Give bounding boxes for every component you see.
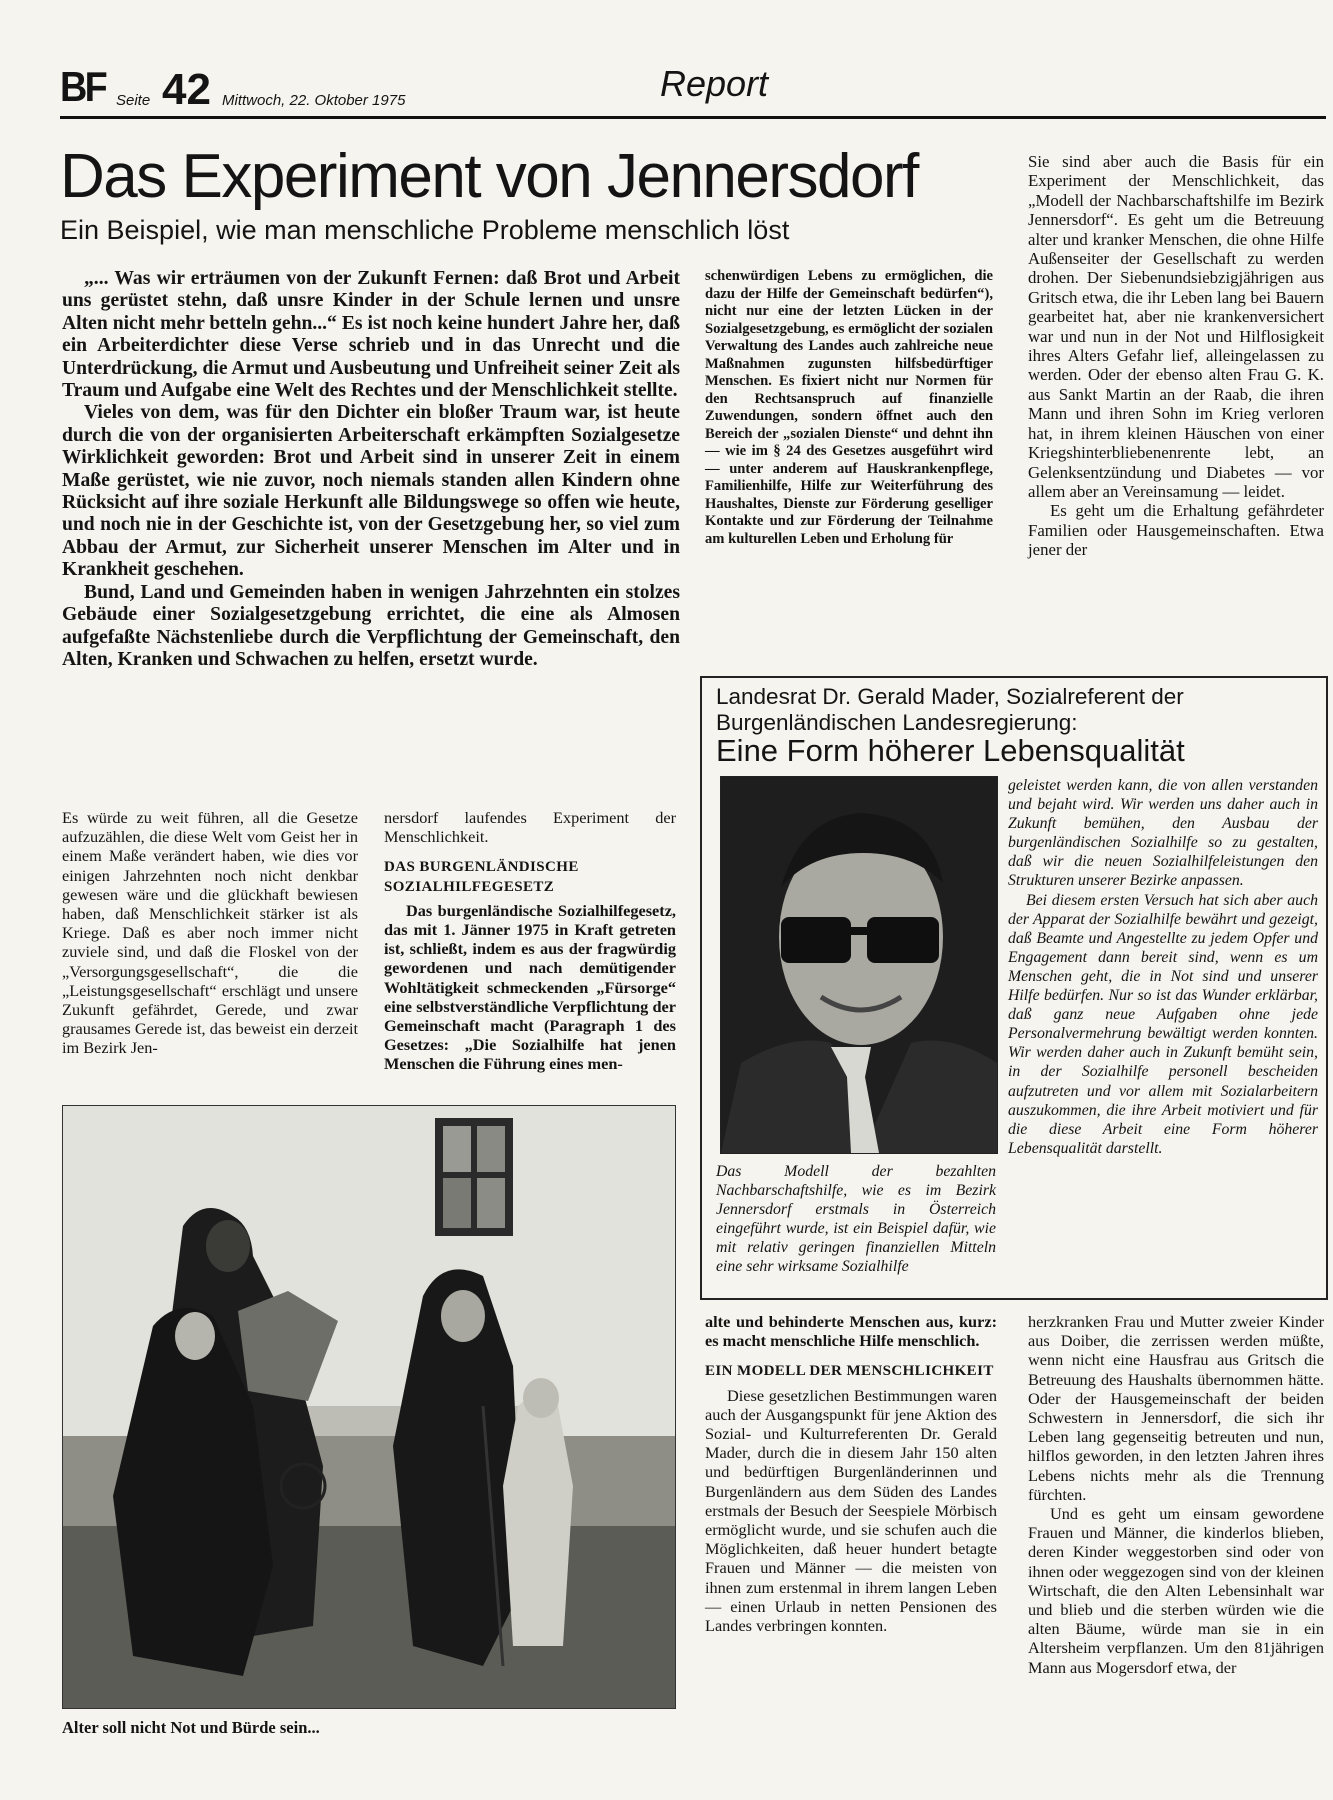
column-b	[384, 808, 676, 1074]
portrait-caption: Das Modell der bezahlten Nachbarschaftshilfe, wie es im Bezirk Jennersdorf erstmals in Österreich eingeführt wurde, ist ein Beispiel dafür, wie mit relativ geringen finanziellen Mitteln eine sehr wirksame Sozialhilfe	[716, 1163, 996, 1275]
column-b-heading: DAS BURGENLÄNDISCHE SOZIALHILFEGESETZ	[384, 859, 579, 895]
photo-illustration	[63, 1106, 675, 1708]
article-lead	[62, 268, 680, 671]
section-title: Report	[660, 63, 769, 104]
column-b-intro: nersdorf laufendes Experiment der Menschlichkeit.	[384, 808, 676, 847]
page-label: Seite	[116, 92, 151, 109]
photo-caption: Alter soll nicht Not und Bürde sein...	[62, 1718, 320, 1737]
interview-text	[1008, 776, 1318, 1158]
page-number: 42	[162, 65, 211, 114]
article-headline: Das Experiment von Jennersdorf	[60, 142, 918, 211]
portrait-photo	[720, 776, 998, 1154]
column-c	[705, 1312, 997, 1635]
column-e	[1028, 1312, 1324, 1677]
column-c-heading: EIN MODELL DER MENSCHLICHKEIT	[705, 1363, 994, 1380]
masthead-logo: BF	[60, 63, 105, 110]
interview-paragraph: geleistet werden kann, die von allen verstanden und bejaht wird. Wir werden uns daher auch in Zukunft bemühen, den Ausbau der burgenländischen Sozialhilfe so zu gestalten, daß wir die neuen Sozialhilfeleistungen den Strukturen unserer Bezirke anpassen.	[1008, 777, 1318, 890]
issue-date: Mittwoch, 22. Oktober 1975	[222, 92, 406, 109]
elderly-women-photo	[62, 1105, 676, 1709]
lead-paragraph: Bund, Land und Gemeinden haben in wenigen Jahrzehnten ein stolzes Gebäude einer Sozialgesetzgebung errichtet, die eine als Almosen aufgefaßte Nächstenliebe durch die Verpflichtung der Gemeinschaft, den Alten, Kranken und Schwachen zu helfen, ersetzt wurde.	[62, 581, 680, 670]
interview-intro: Landesrat Dr. Gerald Mader, Sozialreferent der Burgenländischen Landesregierung:	[716, 684, 1184, 735]
column-e-paragraph: Und es geht um einsam gewordene Frauen und Männer, die kinderlos blieben, deren Kinder weggestorben sind oder von ihnen oder weggezogen sind von der kleinen Wirtschaft, die den Alten Lebensinhalt war und blieb und die sterben würden wie die alten Bäume, würde man sie in ein Altersheim verpflanzen. Um den 81jährigen Mann aus Mogersdorf etwa, der	[1028, 1504, 1324, 1677]
right-column-top	[1028, 152, 1324, 560]
middle-column	[705, 268, 993, 548]
column-a	[62, 808, 358, 1058]
interview-paragraph: Bei diesem ersten Versuch hat sich aber auch der Apparat der Sozialhilfe bewährt und gezeigt, daß Beamte und Angestellte zu jedem Opfer und Engagement dann bereit sind, wenn es um Menschen geht, die in Not sind und unserer Hilfe bedürfen. Nur so ist das Wunder erklärbar, daß ganz neue Aufgaben ohne jede Personalvermehrung bewältigt werden konnten. Wir werden daher auch in Zukunft bemüht sein, in der Sozialhilfe personell bescheiden aufzutreten und vor allem mit Sozialarbeitern auszukommen, die ihre Arbeit motiviert und für die diese Arbeit eine Form höherer Lebensqualität darstellt.	[1008, 891, 1318, 1157]
column-c-intro: alte und behinderte Menschen aus, kurz: es macht menschliche Hilfe menschlich.	[705, 1312, 997, 1351]
masthead-rule	[60, 116, 1326, 119]
column-e-paragraph: herzkranken Frau und Mutter zweier Kinder aus Doiber, die zerrissen werden müßte, wenn nicht eine Hausfrau aus Gritsch die Betreuung des Haushalts übernommen hätte. Oder der Hausgemeinschaft der beiden Schwestern in Jennersdorf, die sich ihr Leben lang gegenseitig betreuten und nun, hilflos geworden, in den letzten Jahren ihres Lebens nichts mehr als die Trennung fürchten.	[1028, 1312, 1324, 1504]
portrait-illustration	[721, 777, 997, 1153]
interview-title: Eine Form höherer Lebensqualität	[716, 733, 1185, 768]
lead-paragraph: Vieles von dem, was für den Dichter ein bloßer Traum war, ist heute durch die von der organisierten Arbeiterschaft erkämpften Sozialgesetze Wirklichkeit geworden: Brot und Arbeit sind in unserer Zeit in einem Maße gerüstet, wie nie zuvor, noch niemals standen allen Kindern ohne Rücksicht auf ihre soziale Herkunft alle Bildungswege so offen wie heute, und noch nie in der Geschichte ist, von der Gesetzgebung her, so viel zum Abbau der Armut, zur Sicherheit unserer Menschen im Alter und in Krankheit geschehen.	[62, 402, 680, 581]
middle-column-text: schenwürdigen Lebens zu ermöglichen, die dazu der Hilfe der Gemeinschaft bedürfen“), nicht nur eine der letzten Lücken in der Sozialgesetzgebung, es ermöglicht der sozialen Verwaltung des Landes auch zahlreiche neue Maßnahmen zugunsten hilfsbedürftiger Menschen. Es fixiert nicht nur Normen für den Rechtsanspruch auf finanzielle Zuwendungen, sondern öffnet auch den Bereich der „sozialen Dienste“ und dehnt ihn — wie im § 24 des Gesetzes ausgeführt wird — unter anderem auf Hauskrankenpflege, Familienhilfe, Hilfe zur Weiterführung des Haushaltes, Dienste zur Förderung geselliger Kontakte und zur Förderung der Teilnahme am kulturellen Leben und Erholung für	[705, 268, 993, 547]
column-a-text: Es würde zu weit führen, all die Gesetze aufzuzählen, die diese Welt vom Geist her in einem Maße verändert haben, wie dies vor einigen Jahrzehnten noch nicht denkbar gewesen wäre und die glückhaft bewiesen haben, daß Menschlichkeit stärker ist als Kriege. Daß es aber noch immer nicht zuviele sind, und daß die Floskel von der „Versorgungsgesellschaft“, die die „Leistungsgesellschaft“ erschlägt und unsere Zukunft gefährdet, Gerede, und zwar grausames Gerede ist, das beweist ein derzeit im Bezirk Jen-	[62, 808, 358, 1058]
right-column-paragraph: Sie sind aber auch die Basis für ein Experiment der Menschlichkeit, das „Modell der Nachbarschaftshilfe im Bezirk Jennersdorf“. Es geht um die Betreuung alter und kranker Menschen, die ohne Hilfe Außenseiter der Gesellschaft zu werden drohen. Der Siebenundsiebzigjährigen aus Gritsch etwa, die ihr Leben lang bei Bauern gearbeitet hat, aber nie krankenversichert war und nun in der Not und Hilflosigkeit ihres Alters Gefahr lief, alleingelassen zu werden. Oder der ebenso alten Frau G. K. aus Sankt Martin an der Raab, die ihren Mann und ihren Sohn im Krieg verloren hat, in ihrem kleinen Häuschen von einer Kriegshinterbliebenenrente lebt, an Gelenksentzündung und Diabetes — vor allem aber an Vereinsamung — leidet.	[1028, 152, 1324, 501]
column-c-text: Diese gesetzlichen Bestimmungen waren auch der Ausgangspunkt für jene Aktion des Sozial- und Kulturreferenten Dr. Gerald Mader, durch die in diesem Jahr 150 alten und bedürftigen Burgenländerinnen und Burgenländern aus dem Süden des Landes erstmals der Besuch der Seespiele Mörbisch ermöglicht wurde, und sie schufen auch die Möglichkeiten, daß heuer hundert betagte Frauen und Männer — die meisten von ihnen zum erstenmal in ihrem langen Leben — einen Urlaub in netten Pensionen des Landes verbringen konnten.	[705, 1385, 997, 1636]
article-subheadline: Ein Beispiel, wie man menschliche Probleme menschlich löst	[60, 215, 790, 245]
column-b-text: Das burgenländische Sozialhilfegesetz, das mit 1. Jänner 1975 in Kraft getreten ist, schließt, indem es aus der fragwürdig gewordenen und nach demütigender Wohltätigkeit schmeckenden „Fürsorge“ eine selbstverständliche Verpflichtung der Gemeinschaft macht (Paragraph 1 des Gesetzes: „Die Sozialhilfe hat jenen Menschen die Führung eines men-	[384, 900, 676, 1074]
right-column-paragraph: Es geht um die Erhaltung gefährdeter Familien oder Hausgemeinschaften. Etwa jener der	[1028, 501, 1324, 560]
lead-paragraph: „... Was wir erträumen von der Zukunft Fernen: daß Brot und Arbeit uns gerüstet stehn, daß unsre Kinder in der Schule lernen und unsre Alten nicht mehr betteln gehn...“ Es ist noch keine hundert Jahre her, daß ein Arbeiterdichter diese Verse schrieb und in das Unrecht und die Unterdrückung, die Armut und Ausbeutung und Unfreiheit seiner Zeit als Traum und Aufgabe eine Welt des Rechtes und der Menschlichkeit stellte.	[62, 268, 680, 402]
